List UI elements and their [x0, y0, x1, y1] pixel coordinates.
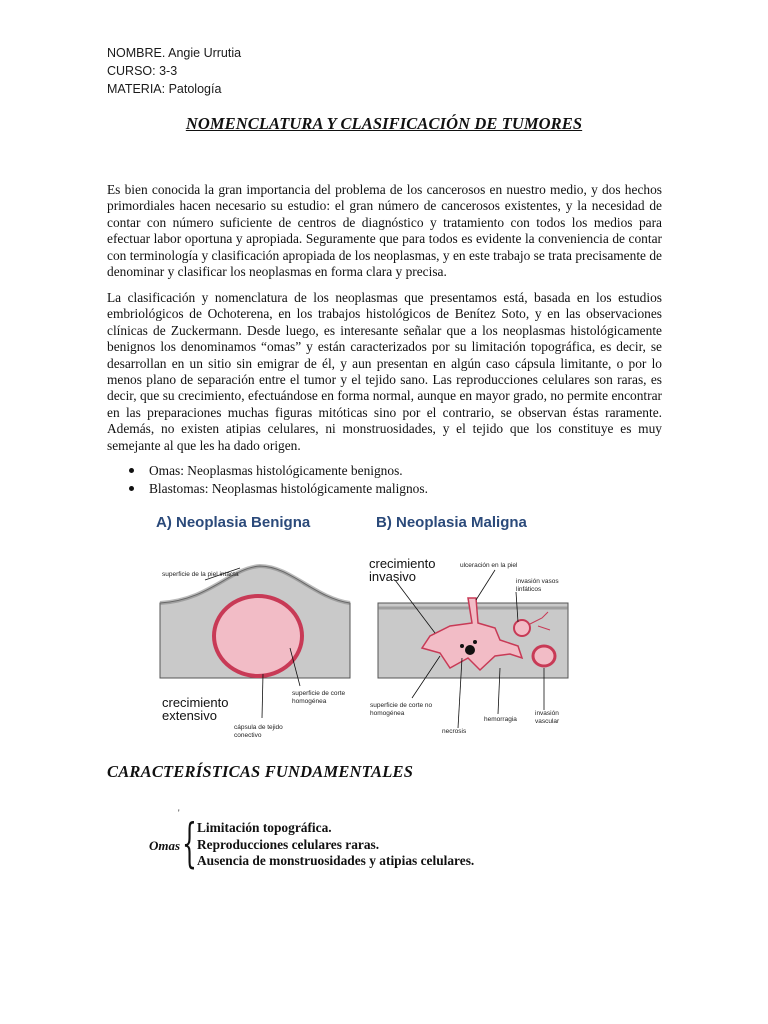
- label-lymph-invasion: invasión vasos linfáticos: [516, 578, 559, 593]
- label-invasive-growth: crecimiento invasivo: [369, 556, 436, 584]
- label-necrosis: necrosis: [442, 728, 467, 735]
- label-capsule: cápsula de tejido conectivo: [234, 724, 283, 739]
- label-extensive-growth: crecimiento extensivo: [162, 695, 229, 723]
- label-skin-intact: superficie de la piel intacta: [162, 571, 239, 578]
- student-header: [107, 44, 241, 98]
- omas-item: Limitación topográfica.: [197, 820, 332, 835]
- curly-brace-icon: {: [182, 814, 197, 874]
- figure-title-benign: A) Neoplasia Benigna: [156, 514, 311, 531]
- section-title: CARACTERÍSTICAS FUNDAMENTALES: [107, 762, 414, 781]
- course-line: CURSO: 3-3: [107, 64, 178, 78]
- neoplasia-figure: [150, 508, 590, 748]
- omas-item: Ausencia de monstruosidades y atipias celulares.: [197, 853, 475, 868]
- label-hemorrhage: hemorragia: [484, 716, 517, 723]
- student-name: NOMBRE. Angie Urrutia: [107, 46, 242, 60]
- figure-title-malign: B) Neoplasia Maligna: [376, 514, 527, 531]
- subject-line: MATERIA: Patología: [107, 82, 222, 96]
- label-nonhomogeneous-surface: superficie de corte no homogénea: [370, 702, 433, 717]
- label-ulceration: ulceración en la piel: [460, 562, 518, 569]
- bullet-blastomas: Blastomas: Neoplasmas histológicamente malignos.: [127, 480, 428, 498]
- bullet-omas: Omas: Neoplasmas histológicamente benignos.: [127, 462, 428, 480]
- omas-label: Omas: [149, 838, 181, 853]
- document-title: NOMENCLATURA Y CLASIFICACIÓN DE TUMORES: [185, 114, 583, 133]
- label-homogeneous-surface: superficie de corte homogénea: [292, 690, 346, 705]
- bullet-list: [127, 462, 428, 498]
- paragraph-classification: La clasificación y nomenclatura de los neoplasmas que presentamos está, basada en los estudios embriológicos de Ochoterena, en los trabajos histológicos de Benítez Soto, y en las observaciones clínicas de Zuckermann. Desde luego, es interesante señalar que a los neoplasmas histológicamente benignos los denominamos “omas” y están caracterizados por su limitación topográfica, es decir, se desarrollan en un sitio sin emigrar de él, y aun presentan en algún caso cápsula limitante, o por lo menos plano de separación entre el tumor y el tejido sano. Las reproducciones celulares son raras, es decir, que su crecimiento, efectuándose en forma normal, aunque en mayor grado, no permite encontrar en las preparaciones muchas figuras mitóticas sino por el contrario, se observan éstas raramente. Además, no existen atipias celulares, ni monstruosidades, y el tejido que los constituye es muy semejante al que les ha dado origen.: [107, 290, 662, 453]
- omas-characteristics: [197, 820, 474, 870]
- tick-mark: ': [178, 808, 180, 818]
- omas-item: Reproducciones celulares raras.: [197, 836, 380, 852]
- label-vascular-invasion: invasión vascular: [535, 710, 560, 725]
- paragraph-intro: Es bien conocida la gran importancia del problema de los cancerosos en nuestro medio, y dos hechos primordiales hacen necesario su estudio: el gran número de cancerosos existentes, y la necesidad de contar con número suficiente de centros de diagnóstico y tratamiento con todos los medios para efectuar labor oportuna y apropiada. Seguramente que para todos es evidente la conveniencia de contar con terminología y clasificación apropiada de los neoplasmas, y en este trabajo se trata precisamente de denominar y clasificar los neoplasmas en forma clara y precisa.: [107, 182, 662, 280]
